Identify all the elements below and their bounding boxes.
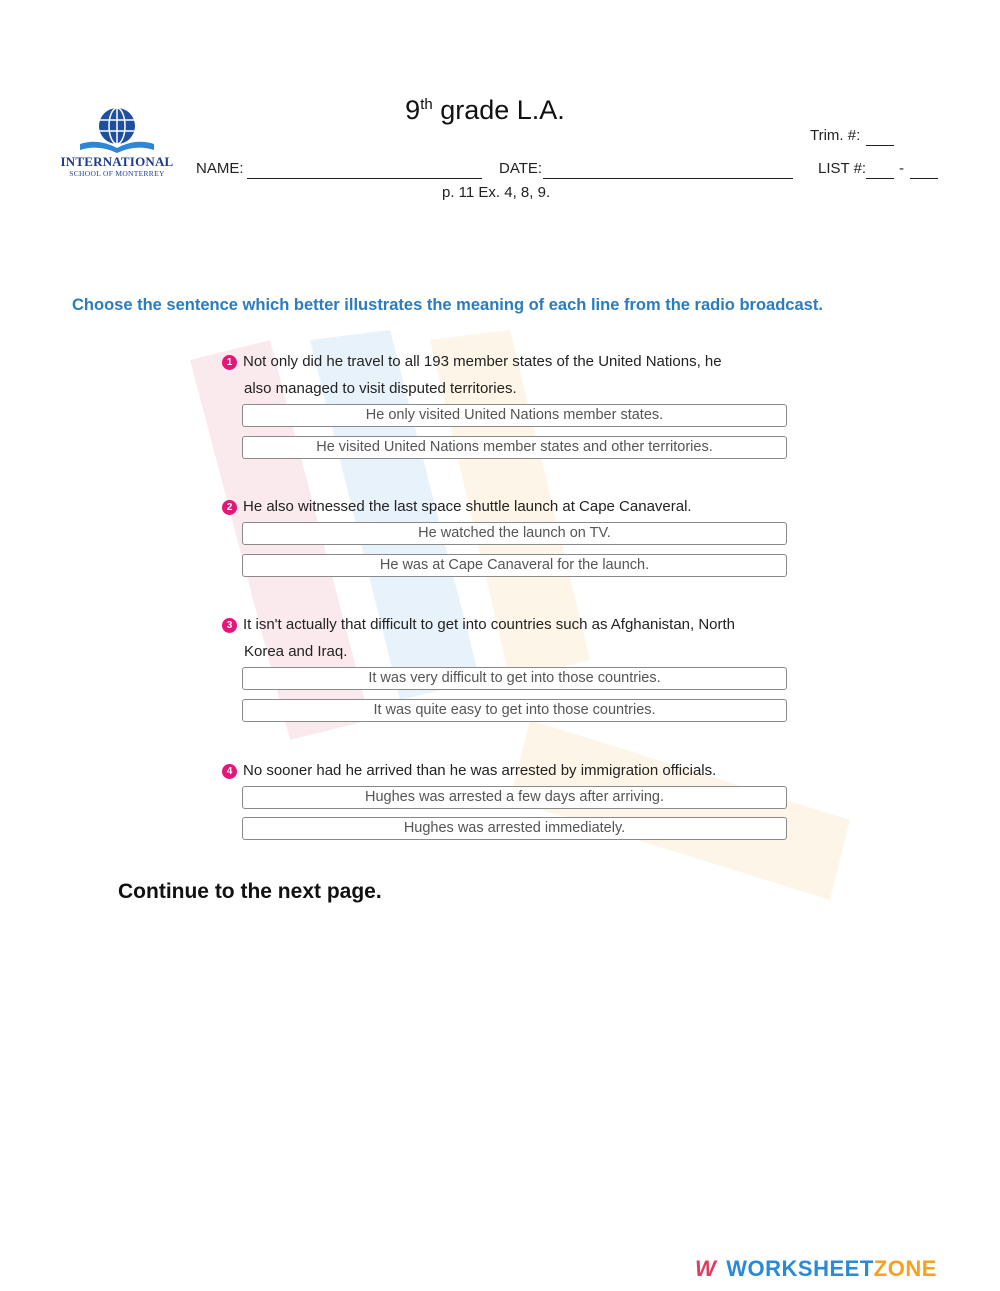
answer-option-2a[interactable]: He watched the launch on TV.	[242, 522, 787, 545]
answer-option-4a[interactable]: Hughes was arrested a few days after arriving.	[242, 786, 787, 809]
answer-option-1b[interactable]: He visited United Nations member states and other territories.	[242, 436, 787, 459]
question-text: He also witnessed the last space shuttle launch at Cape Canaveral.	[243, 498, 692, 515]
globe-book-icon	[58, 104, 176, 154]
question-3	[222, 611, 822, 665]
question-text-continued: also managed to visit disputed territories.	[244, 380, 517, 397]
question-number-2: 2	[222, 500, 237, 515]
answer-option-4b[interactable]: Hughes was arrested immediately.	[242, 817, 787, 840]
question-1	[222, 348, 822, 402]
question-text-continued: Korea and Iraq.	[244, 643, 348, 660]
school-logo	[58, 104, 176, 182]
logo-line-2: SCHOOL OF MONTERREY	[69, 169, 165, 178]
list-dash: -	[899, 160, 904, 177]
list-label: LIST #:	[818, 160, 867, 177]
question-4	[222, 757, 822, 784]
trim-field[interactable]	[866, 145, 894, 146]
name-label: NAME:	[196, 160, 244, 177]
trim-label: Trim. #:	[810, 127, 861, 144]
worksheetzone-logo: W WORKSHEETZONE	[695, 1256, 937, 1281]
date-label: DATE:	[499, 160, 543, 177]
answer-option-2b[interactable]: He was at Cape Canaveral for the launch.	[242, 554, 787, 577]
question-number-3: 3	[222, 618, 237, 633]
question-number-4: 4	[222, 764, 237, 779]
name-field[interactable]	[247, 178, 482, 179]
page-title: 9th grade L.A.	[405, 95, 565, 125]
question-text: Not only did he travel to all 193 member states of the United Nations, he	[243, 353, 722, 370]
question-text: It isn't actually that difficult to get into countries such as Afghanistan, North	[243, 616, 736, 633]
answer-option-3a[interactable]: It was very difficult to get into those countries.	[242, 667, 787, 690]
answer-option-1a[interactable]: He only visited United Nations member states.	[242, 404, 787, 427]
continue-note: Continue to the next page.	[118, 880, 382, 903]
question-text: No sooner had he arrived than he was arrested by immigration officials.	[243, 762, 717, 779]
question-number-1: 1	[222, 355, 237, 370]
brand-w-icon: W	[695, 1256, 717, 1281]
question-2	[222, 493, 822, 520]
instruction-text: Choose the sentence which better illustrates the meaning of each line from the radio broadcast.	[72, 296, 823, 314]
logo-line-1: INTERNATIONAL	[60, 154, 174, 169]
page-reference: p. 11 Ex. 4, 8, 9.	[442, 184, 551, 201]
date-field[interactable]	[543, 178, 793, 179]
list-field-2[interactable]	[910, 178, 938, 179]
answer-option-3b[interactable]: It was quite easy to get into those countries.	[242, 699, 787, 722]
list-field-1[interactable]	[866, 178, 894, 179]
